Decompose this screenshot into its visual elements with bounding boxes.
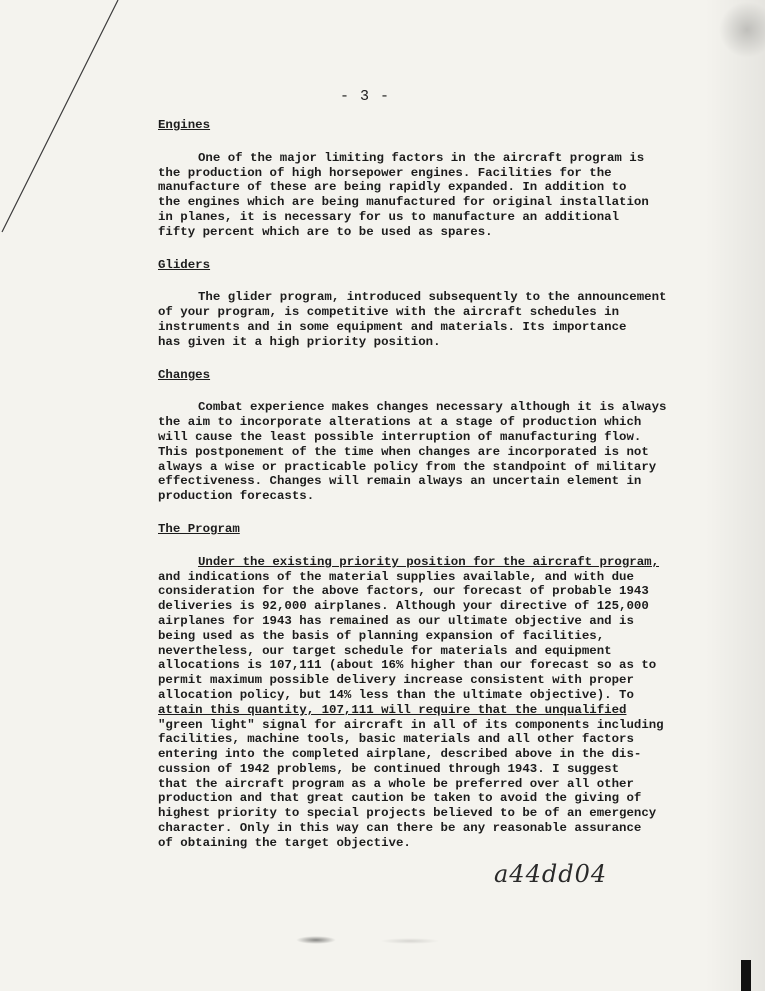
text-line: facilities, machine tools, basic materials and all other factors	[158, 732, 634, 747]
text-line: the aim to incorporate alterations at a stage of production which	[158, 415, 642, 430]
text-line: effectiveness. Changes will remain always an uncertain element in	[158, 474, 642, 489]
text-line: fifty percent which are to be used as spares.	[158, 224, 493, 239]
section-heading-program: The Program	[158, 521, 240, 536]
text-line: allocation policy, but 14% less than the ultimate objective). To	[158, 687, 634, 702]
text-line: of obtaining the target objective.	[158, 835, 411, 850]
ink-smudge	[380, 938, 440, 944]
page-number: - 3 -	[340, 88, 391, 105]
section-heading-changes: Changes	[158, 367, 211, 382]
text-line: This postponement of the time when changes are incorporated is not	[158, 444, 649, 459]
section-heading-gliders: Gliders	[158, 257, 211, 272]
text-line: highest priority to special projects believed to be of an emergency	[158, 806, 657, 821]
text-line: attain this quantity, 107,111 will require that the unqualified	[158, 702, 627, 717]
text-line: production forecasts.	[158, 489, 315, 504]
paragraph-gliders	[158, 290, 678, 349]
text-line: always a wise or practicable policy from the standpoint of military	[158, 459, 657, 474]
scan-speckle	[705, 0, 765, 991]
text-line: cussion of 1942 problems, be continued through 1943. I suggest	[158, 761, 620, 776]
text-line: will cause the least possible interruption of manufacturing flow.	[158, 429, 642, 444]
text-line: "green light" signal for aircraft in all of its components including	[158, 717, 664, 732]
text-line: has given it a high priority position.	[158, 334, 441, 349]
text-line: production and that great caution be taken to avoid the giving of	[158, 791, 642, 806]
paragraph-program	[158, 555, 678, 851]
text-line: nevertheless, our target schedule for materials and equipment	[158, 643, 612, 658]
text-line: The glider program, introduced subsequently to the announcement	[198, 290, 667, 305]
text-line: allocations is 107,111 (about 16% higher than our forecast so as to	[158, 658, 657, 673]
text-line: deliveries is 92,000 airplanes. Although your directive of 125,000	[158, 599, 649, 614]
ink-smudge	[296, 936, 336, 944]
document-body	[158, 118, 678, 869]
paragraph-changes	[158, 400, 678, 504]
text-line: of your program, is competitive with the aircraft schedules in	[158, 305, 620, 320]
text-line: character. Only in this way can there be any reasonable assurance	[158, 821, 642, 836]
text-line: airplanes for 1943 has remained as our ultimate objective and is	[158, 613, 634, 628]
scan-edge-line	[0, 0, 140, 260]
text-line: manufacture of these are being rapidly expanded. In addition to	[158, 180, 627, 195]
text-line: Combat experience makes changes necessary although it is always	[198, 400, 667, 415]
text-line: instruments and in some equipment and materials. Its importance	[158, 319, 627, 334]
text-line: permit maximum possible delivery increase consistent with proper	[158, 673, 634, 688]
scan-edge-mark	[741, 960, 751, 991]
text-line: consideration for the above factors, our forecast of probable 1943	[158, 584, 649, 599]
text-line: in planes, it is necessary for us to manufacture an additional	[158, 209, 620, 224]
text-line: the engines which are being manufactured for original installation	[158, 195, 649, 210]
paragraph-engines	[158, 151, 678, 240]
text-line: Under the existing priority position for the aircraft program,	[198, 554, 660, 569]
text-line: being used as the basis of planning expansion of facilities,	[158, 628, 605, 643]
text-line: entering into the completed airplane, described above in the dis-	[158, 747, 642, 762]
text-line: the production of high horsepower engines. Facilities for the	[158, 165, 612, 180]
text-line: and indications of the material supplies available, and with due	[158, 569, 634, 584]
section-heading-engines: Engines	[158, 118, 211, 132]
handwritten-note: a44dd04	[494, 860, 608, 888]
text-line: One of the major limiting factors in the aircraft program is	[198, 150, 645, 165]
text-line: that the aircraft program as a whole be preferred over all other	[158, 776, 634, 791]
